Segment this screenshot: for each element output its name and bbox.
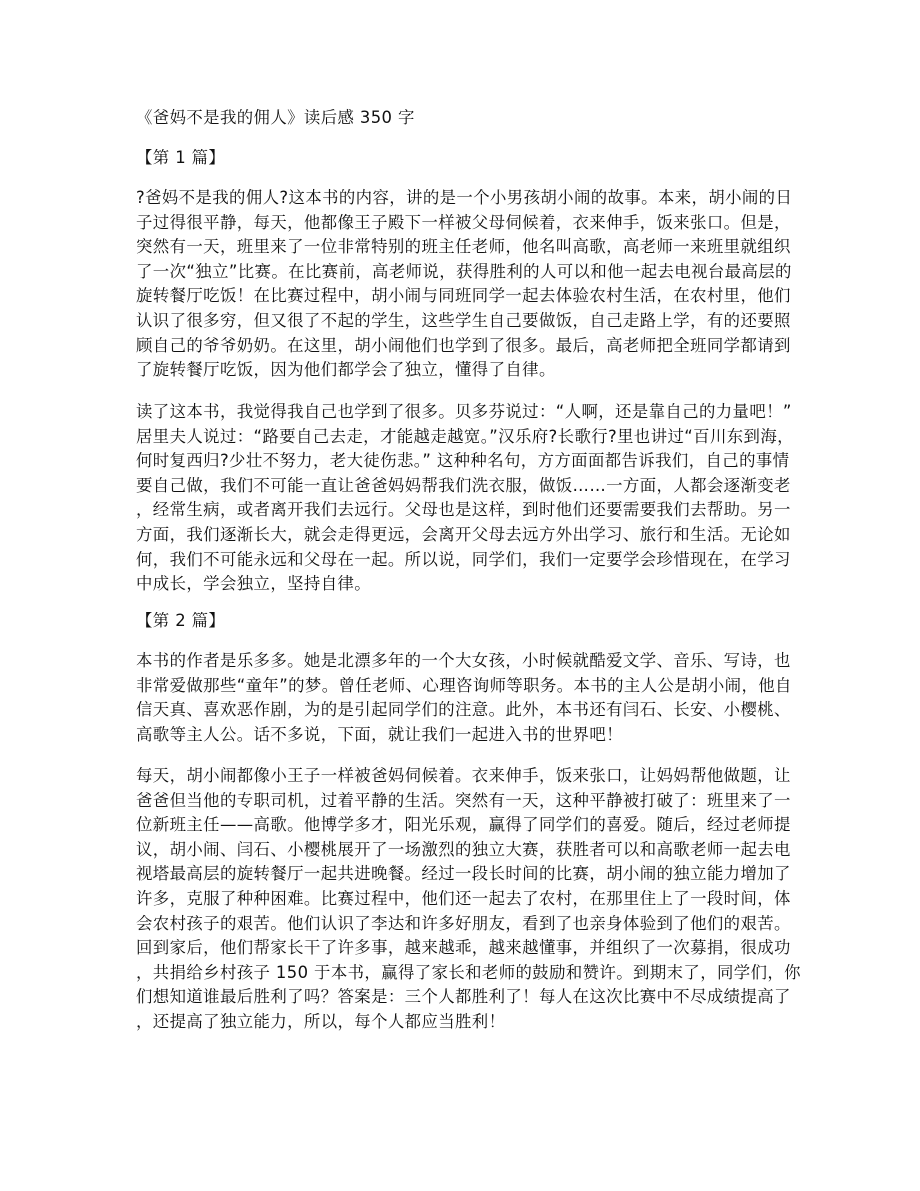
text-line: 议，胡小闹、闫石、小樱桃展开了一场激烈的独立大赛，获胜者可以和高歌老师一起去电: [136, 839, 791, 859]
text-line: 居里夫人说过：“路要自己去走，才能越走越宽。”汉乐府?长歌行?里也讲过“百川东到海，: [136, 426, 794, 446]
text-line: 突然有一天，班里来了一位非常特别的班主任老师，他名叫高歌，高老师一来班里就组织: [136, 237, 791, 257]
section-heading-text: 【第 2 篇】: [136, 611, 226, 630]
text-line: 许多，克服了种种困难。比赛过程中，他们还一起去了农村，在那里住上了一段时间，体: [136, 888, 791, 908]
text-line: ，共捐给乡村孩子 150 于本书，赢得了家长和老师的鼓励和赞许。到期末了，同学们，你: [136, 962, 801, 982]
text-line: 旋转餐厅吃饭！在比赛过程中，胡小闹与同班同学一起去体验农村生活，在农村里，他们: [136, 286, 791, 306]
text-line: 非常爱做那些“童年”的梦。曾任老师、心理咨询师等职务。本书的主人公是胡小闹，他自: [136, 675, 792, 695]
section-2-paragraph-2: [136, 764, 801, 1035]
text-line: 何时复西归?少壮不努力，老大徒伤悲。” 这种种名句，方方面面都告诉我们，自己的事情: [136, 451, 790, 471]
text-line: 了旋转餐厅吃饭，因为他们都学会了独立，懂得了自律。: [136, 360, 556, 380]
text-line: 信天真、喜欢恶作剧，为的是引起同学们的注意。此外，本书还有闫石、长安、小樱桃、: [136, 700, 791, 720]
text-line: 了一次“独立”比赛。在比赛前，高老师说，获得胜利的人可以和他一起去电视台最高层的: [136, 261, 792, 281]
text-line: 高歌等主人公。话不多说，下面，就让我们一起进入书的世界吧！: [136, 724, 623, 744]
text-line: 顾自己的爷爷奶奶。在这里，胡小闹他们也学到了很多。最后，高老师把全班同学都请到: [136, 335, 791, 355]
section-1-paragraph-1: [136, 186, 796, 383]
title-text: 《爸妈不是我的佣人》读后感 350 字: [136, 108, 415, 127]
text-line: ，经常生病，或者离开我们去远行。父母也是这样，到时他们还要需要我们去帮助。另一: [136, 500, 791, 520]
text-line: ?爸妈不是我的佣人?这本书的内容，讲的是一个小男孩胡小闹的故事。本来，胡小闹的日: [136, 188, 793, 207]
text-line: ，还提高了独立能力，所以，每个人都应当胜利！: [136, 1011, 506, 1031]
section-heading-2: [136, 609, 796, 634]
document-title: [136, 106, 796, 131]
text-line: 爸爸但当他的专职司机，过着平静的生活。突然有一天，这种平静被打破了：班里来了一: [136, 790, 791, 810]
text-line: 要自己做，我们不可能一直让爸爸妈妈帮我们洗衣服，做饭……一方面，人都会逐渐变老: [136, 475, 791, 495]
text-line: 中成长，学会独立，坚持自律。: [136, 574, 372, 594]
text-line: 子过得很平静，每天，他都像王子殿下一样被父母伺候着，衣来伸手，饭来张口。但是，: [136, 212, 791, 232]
section-heading-text: 【第 1 篇】: [136, 148, 226, 167]
text-line: 读了这本书，我觉得我自己也学到了很多。贝多芬说过：“人啊，还是靠自己的力量吧！”: [136, 402, 792, 421]
section-heading-1: [136, 146, 796, 171]
section-2-paragraph-1: [136, 649, 796, 747]
text-line: 方面，我们逐渐长大，就会走得更远，会离开父母去远方外出学习、旅行和生活。无论如: [136, 524, 791, 544]
text-line: 视塔最高层的旋转餐厅一起共进晚餐。经过一段长时间的比赛，胡小闹的独立能力增加了: [136, 864, 791, 884]
text-line: 认识了很多穷，但又很了不起的学生，这些学生自己要做饭，自己走路上学，有的还要照: [136, 310, 791, 330]
text-line: 位新班主任——高歌。他博学多才，阳光乐观，赢得了同学们的喜爱。随后，经过老师提: [136, 815, 791, 835]
text-line: 们想知道谁最后胜利了吗？答案是：三个人都胜利了！每人在这次比赛中不尽成绩提高了: [136, 987, 791, 1007]
text-line: 每天，胡小闹都像小王子一样被爸妈伺候着。衣来伸手，饭来张口，让妈妈帮他做题，让: [136, 766, 791, 785]
text-line: 回到家后，他们帮家长干了许多事，越来越乖，越来越懂事，并组织了一次募捐，很成功: [136, 938, 791, 958]
text-line: 本书的作者是乐多多。她是北漂多年的一个大女孩，小时候就酷爱文学、音乐、写诗，也: [136, 651, 791, 670]
section-1-paragraph-2: [136, 400, 796, 597]
text-line: 会农村孩子的艰苦。他们认识了李达和许多好朋友，看到了也亲身体验到了他们的艰苦。: [136, 913, 791, 933]
text-line: 何，我们不可能永远和父母在一起。所以说，同学们，我们一定要学会珍惜现在，在学习: [136, 549, 791, 569]
